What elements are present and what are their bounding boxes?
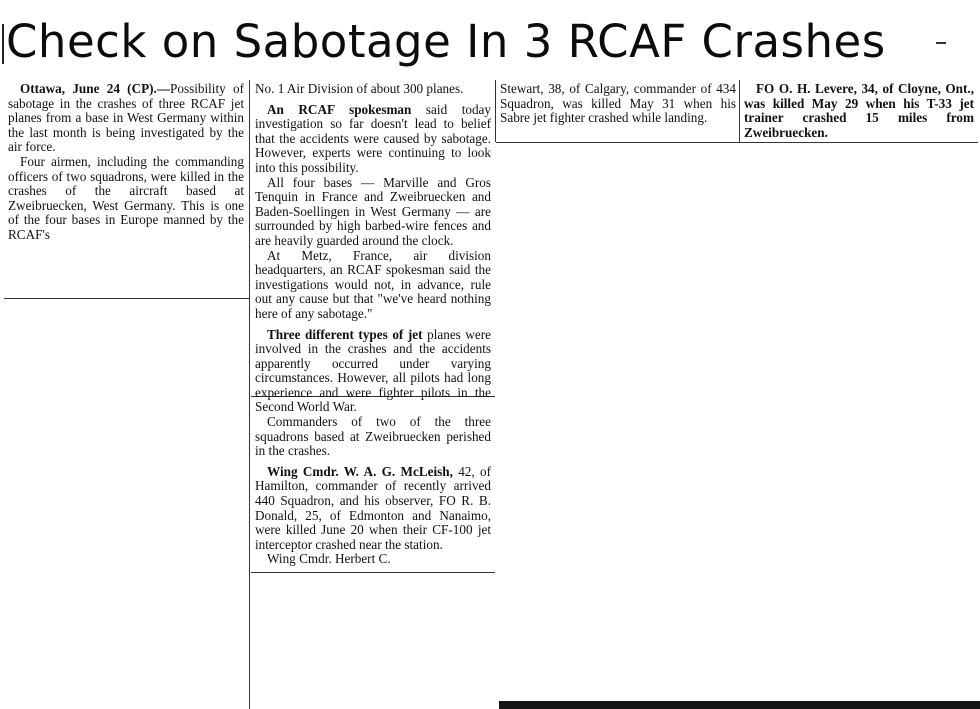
lead-in: Three different types of jet (267, 326, 423, 342)
headline-left-rule (2, 24, 4, 64)
column-rule-2 (495, 80, 496, 142)
column-1 (8, 82, 244, 243)
paragraph: Stewart, 38, of Calgary, commander of 434 Squadron, was killed May 31 when his Sabre jet fighter crashed while landing. (500, 81, 736, 126)
dateline: Ottawa, June 24 (CP).— (20, 81, 171, 96)
column-rule-3 (739, 80, 740, 142)
paragraph (255, 465, 491, 553)
paragraph-text: said today investigation so far doesn't lead to belief that the accidents were caused by sabotage. However, experts were continuing to look into this possibility. (255, 101, 491, 175)
headline: Check on Sabotage In 3 RCAF Crashes (6, 15, 886, 68)
headline-mark (936, 42, 946, 44)
paragraph-text: Possibility of sabotage in the crashes of three RCAF jet planes from a base in West Germany within the last month is being investigated by the air force. (8, 81, 244, 155)
paragraph-dateline (8, 82, 244, 155)
column-3 (500, 82, 736, 126)
column-1-bottom-rule (4, 298, 249, 299)
lead-in: An RCAF spokesman (267, 101, 412, 117)
column-rule-1 (249, 80, 250, 709)
adjacent-photo-edge (499, 701, 980, 709)
lead-in: FO O. H. Levere, 34, of Cloyne, (756, 81, 941, 96)
paragraph: No. 1 Air Division of about 300 planes. (255, 81, 464, 96)
paragraph: All four bases — Marville and Gros Tenquin in France and Zweibruecken and Baden-Soellingen in West Germany — are surrounded by high barbed-wire fences and are heavily guarded around the clock. (255, 174, 491, 248)
column-2 (255, 82, 491, 567)
paragraph-text: 42, of Hamilton, commander of recently arrived 440 Squadron, and his observer, FO R. B. Donald, 25, of Edmonton and Nanaimo, were killed June 20 when their CF-100 jet interceptor crashed near the station. (255, 463, 491, 552)
paragraph: Commanders of two of the three squadrons based at Zweibruecken perished in the crashes. (255, 414, 491, 459)
column-4 (744, 82, 974, 140)
paragraph-text: Ont., was killed May 29 when his T-33 jet trainer crashed 15 miles from Zweibruecken. (744, 81, 974, 140)
paragraph (744, 82, 974, 140)
lead-in: Wing Cmdr. W. A. G. McLeish, (267, 463, 453, 479)
column-3-4-bottom-rule (496, 142, 978, 143)
paragraph: Four airmen, including the commanding officers of two squadrons, were killed in the crashes of the aircraft based at Zweibruecken, West Germany. This is one of the four bases in Europe manned by the RCAF's (8, 153, 244, 242)
paragraph (255, 103, 491, 176)
paragraph: At Metz, France, air division headquarters, an RCAF spokesman said the investigations would not, in advance, rule out any cause but that "we've heard nothing here of any sabotage." (255, 247, 491, 321)
paragraph-text: planes were involved in the crashes and the accidents apparently occurred under varying circumstances. However, all pilots had long experience and were fighter pilots in the Second World War. (255, 326, 491, 415)
paragraph (255, 328, 491, 416)
column-2-rule-b (251, 572, 495, 573)
paragraph: Wing Cmdr. Herbert C. (267, 551, 391, 567)
